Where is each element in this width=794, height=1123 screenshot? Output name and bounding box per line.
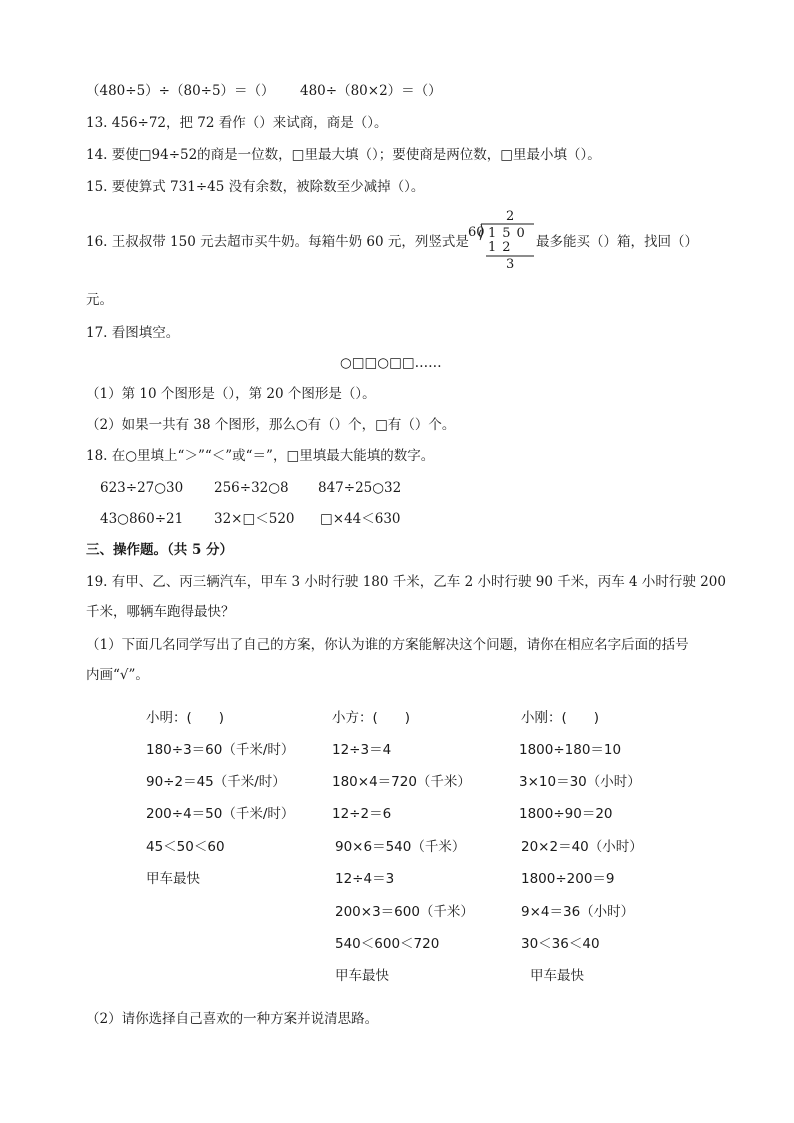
plan-xiaofang-step: 12÷2＝6 bbox=[332, 806, 392, 822]
divisor: 60 bbox=[468, 225, 485, 240]
quotient: 2 bbox=[506, 209, 515, 224]
compare-item-1: 623÷27○30 bbox=[100, 480, 184, 496]
plan-xiaofang-step: 200×3＝600（千米） bbox=[335, 904, 474, 920]
section-3-heading: 三、操作题。（共 5 分） bbox=[86, 542, 234, 558]
plan-xiaogang-header: 小刚：( ) bbox=[521, 710, 600, 726]
plan-xiaogang-step: 1800÷90＝20 bbox=[519, 806, 613, 822]
compare-item-5: 32×□＜520 bbox=[214, 511, 295, 527]
question-19-part-1-line-1: （1）下面几名同学写出了自己的方案，你认为谁的方案能解决这个问题，请你在相应名字后面的括号 bbox=[86, 637, 689, 653]
plan-xiaogang-step: 3×10＝30（小时） bbox=[519, 774, 641, 790]
plan-xiaoming-header: 小明：( ) bbox=[146, 710, 225, 726]
plan-xiaoming-step: 45＜50＜60 bbox=[146, 839, 225, 855]
question-17-part-2: （2）如果一共有 38 个图形，那么○有（）个，□有（）个。 bbox=[86, 417, 456, 433]
plan-xiaofang-step: 540＜600＜720 bbox=[335, 936, 440, 952]
plan-xiaogang-conclusion: 甲车最快 bbox=[530, 968, 584, 984]
question-13: 13. 456÷72，把 72 看作（）来试商，商是（）。 bbox=[86, 115, 388, 131]
plan-xiaogang-step: 30＜36＜40 bbox=[521, 936, 600, 952]
question-17-part-1: （1）第 10 个图形是（），第 20 个图形是（）。 bbox=[86, 386, 376, 402]
question-19-part-2: （2）请你选择自己喜欢的一种方案并说清思路。 bbox=[86, 1011, 379, 1027]
plan-xiaofang-step: 90×6＝540（千米） bbox=[335, 839, 466, 855]
dividend: 150 bbox=[488, 226, 531, 241]
compare-item-3: 847÷25○32 bbox=[318, 480, 402, 496]
plan-xiaoming-step: 90÷2＝45（千米/时） bbox=[146, 774, 286, 790]
question-15: 15. 要使算式 731÷45 没有余数，被除数至少减掉（）。 bbox=[86, 179, 425, 195]
question-16-text-continued: 最多能买（）箱，找回（） bbox=[536, 234, 698, 250]
compare-item-2: 256÷32○8 bbox=[214, 480, 289, 496]
expression-1: （480÷5）÷（80÷5）＝（） bbox=[86, 83, 275, 99]
question-19-part-1-line-2: 内画“√”。 bbox=[86, 667, 149, 683]
partial-product: 12 bbox=[488, 240, 517, 255]
shape-pattern: ○□□○□□…… bbox=[340, 355, 442, 371]
question-16-unit: 元。 bbox=[86, 292, 113, 308]
plan-xiaofang-conclusion: 甲车最快 bbox=[335, 968, 389, 984]
compare-item-6: □×44＜630 bbox=[320, 511, 401, 527]
question-18: 18. 在○里填上“＞”“＜”或“＝”，□里填最大能填的数字。 bbox=[86, 448, 435, 464]
plan-xiaoming-step: 180÷3＝60（千米/时） bbox=[146, 742, 295, 758]
question-16-text: 16. 王叔叔带 150 元去超市买牛奶。每箱牛奶 60 元，列竖式是 bbox=[86, 234, 469, 250]
plan-xiaofang-step: 12÷3＝4 bbox=[332, 742, 392, 758]
plan-xiaofang-step: 180×4＝720（千米） bbox=[332, 774, 471, 790]
plan-xiaoming-step: 200÷4＝50（千米/时） bbox=[146, 806, 295, 822]
compare-item-4: 43○860÷21 bbox=[100, 511, 184, 527]
plan-xiaogang-step: 1800÷180＝10 bbox=[519, 742, 622, 758]
plan-xiaogang-step: 1800÷200＝9 bbox=[521, 871, 615, 887]
plan-xiaoming-conclusion: 甲车最快 bbox=[146, 871, 200, 887]
plan-xiaogang-step: 9×4＝36（小时） bbox=[521, 904, 635, 920]
long-division bbox=[468, 210, 538, 272]
question-19-line-1: 19. 有甲、乙、丙三辆汽车，甲车 3 小时行驶 180 千米，乙车 2 小时行驶 90 千米，丙车 4 小时行驶 200 bbox=[86, 574, 726, 590]
plan-xiaofang-header: 小方：( ) bbox=[332, 710, 411, 726]
plan-xiaofang-step: 12÷4＝3 bbox=[335, 871, 395, 887]
question-14: 14. 要使□94÷52的商是一位数，□里最大填（）；要使商是两位数，□里最小填（）。 bbox=[86, 147, 601, 163]
remainder: 3 bbox=[506, 257, 515, 272]
plan-xiaogang-step: 20×2＝40（小时） bbox=[521, 839, 643, 855]
question-17: 17. 看图填空。 bbox=[86, 325, 180, 341]
question-19-line-2: 千米，哪辆车跑得最快？ bbox=[86, 604, 235, 620]
expression-2: 480÷（80×2）＝（） bbox=[300, 83, 442, 99]
